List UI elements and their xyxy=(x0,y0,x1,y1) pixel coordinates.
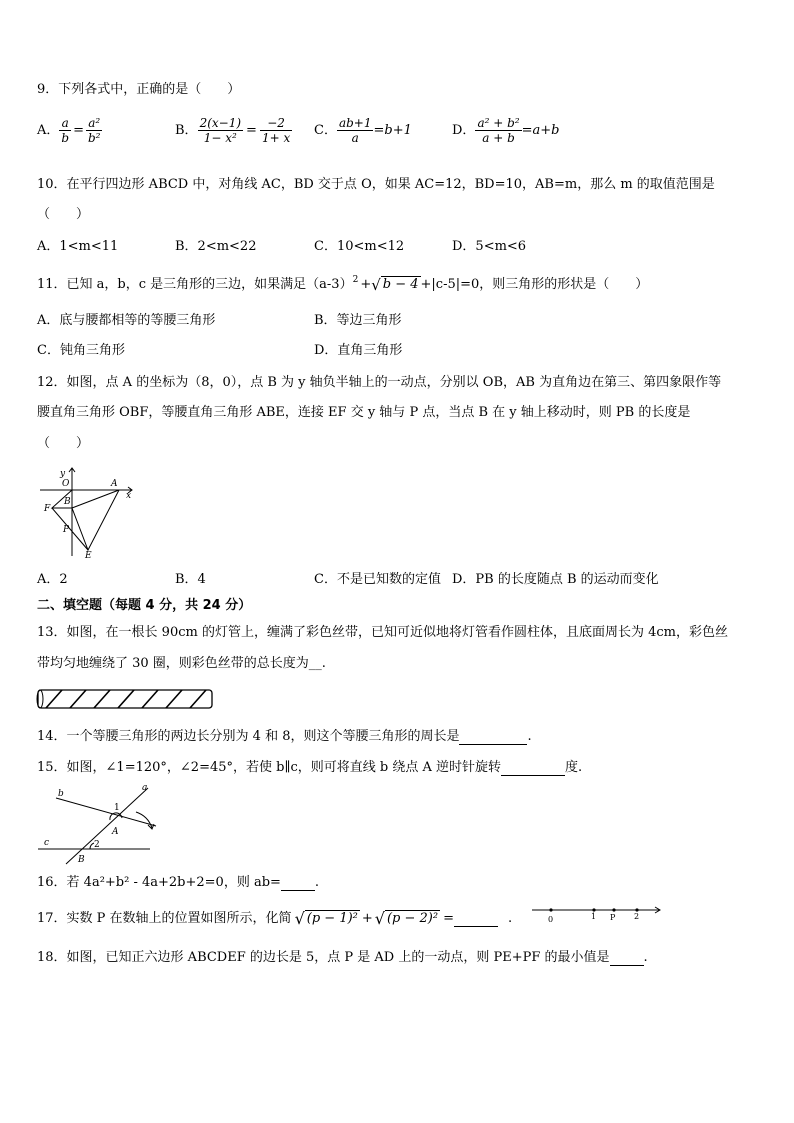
q14-line: 14．一个等腰三角形的两边长分别为 4 和 8，则这个等腰三角形的周长是 . xyxy=(37,729,532,744)
q12-line1: 12．如图，点 A 的坐标为（8，0），点 B 为 y 轴负半轴上的一动点，分别以 OB，AB 为直角边在第三、第四象限作等 xyxy=(37,375,722,390)
q16-line: 16．若 4a²+b² - 4a+2b+2=0，则 ab= . xyxy=(37,875,320,890)
q17-number-line xyxy=(530,900,666,926)
q12-option-c[interactable]: C．不是已知数的定值 xyxy=(314,572,441,587)
q11-stem: 11．已知 a，b，c 是三角形的三边，如果满足（a-3） 2 + √ b − 4 +|c-5|=0，则三角形的形状是（ ） xyxy=(37,274,649,294)
label-point-b: B xyxy=(78,855,85,865)
q12-figure xyxy=(36,464,146,560)
ribbon-stroke xyxy=(94,690,110,708)
ribbon-stroke xyxy=(142,690,158,708)
fraction: $\frac{\text{a² + b²}}{a + b}$ xyxy=(477,116,520,145)
ribbon-stroke xyxy=(46,690,62,708)
answer-blank[interactable] xyxy=(501,762,565,776)
label-a: A xyxy=(111,479,118,489)
q9-stem: 9．下列各式中，正确的是（ ） xyxy=(37,82,241,97)
label-point-a: A xyxy=(112,827,119,837)
label-b: B xyxy=(64,497,71,507)
q10-option-d[interactable]: D．5<m<6 xyxy=(452,239,527,254)
label-1: 1 xyxy=(591,912,597,921)
label-c: c xyxy=(44,838,50,848)
ribbon-stroke xyxy=(118,690,134,708)
q9-option-a[interactable]: A． $\frac{a}{b}$ = $\frac{\text{a²}}{\text{b²}}$ xyxy=(37,116,101,145)
q13-line2: 带均匀地缠绕了 30 圈，则彩色丝带的总长度为__. xyxy=(37,656,326,671)
line-a xyxy=(66,788,148,864)
label-b: b xyxy=(58,789,64,799)
label-o: O xyxy=(62,479,70,489)
ribbon-stroke xyxy=(70,690,86,708)
answer-blank[interactable] xyxy=(610,952,644,966)
q18-line: 18．如图，已知正六边形 ABCDEF 的边长是 5，点 P 是 AD 上的一动点，则 PE+PF 的最小值是 . xyxy=(37,950,648,965)
fraction: $\frac{2(x-1)}{\text{1− x²}}$ xyxy=(199,116,242,145)
fraction: $\frac{\text{a²}}{\text{b²}}$ xyxy=(87,116,101,145)
label-y: y xyxy=(60,469,66,479)
ribbon-stroke xyxy=(190,690,206,708)
label-e: E xyxy=(85,551,92,560)
label-p: P xyxy=(63,525,70,535)
answer-blank[interactable] xyxy=(281,877,315,891)
rotation-arc xyxy=(136,812,152,828)
q12-line2: 腰直角三角形 OBF，等腰直角三角形 ABE，连接 EF 交 y 轴与 P 点，当点 B 在 y 轴上移动时，则 PB 的长度是 xyxy=(37,405,691,420)
fraction: $\frac{a}{b}$ xyxy=(61,116,70,145)
q11-option-a[interactable]: A．底与腰都相等的等腰三角形 xyxy=(37,313,216,328)
q12-option-d[interactable]: D．PB 的长度随点 B 的运动而变化 xyxy=(452,572,659,587)
point-p xyxy=(612,908,615,911)
label-1: 1 xyxy=(114,803,120,813)
answer-blank[interactable] xyxy=(454,913,498,927)
label-2: 2 xyxy=(94,840,100,850)
label-0: 0 xyxy=(548,915,554,924)
q10-answer-paren: （ ） xyxy=(37,207,90,222)
q17-line: 17．实数 P 在数轴上的位置如图所示，化简 √ (p − 1)² + √ (p − 2)² = . xyxy=(37,909,513,928)
q10-option-b[interactable]: B．2<m<22 xyxy=(175,239,257,254)
q11-option-c[interactable]: C．钝角三角形 xyxy=(37,343,125,358)
q10-option-a[interactable]: A．1<m<11 xyxy=(37,239,119,254)
q12-option-a[interactable]: A．2 xyxy=(37,572,68,587)
q15-line: 15．如图，∠1=120°，∠2=45°，若使 b∥c，则可将直线 b 绕点 A 逆时针旋转 度. xyxy=(37,760,583,775)
answer-blank[interactable] xyxy=(459,731,527,745)
q12-option-b[interactable]: B．4 xyxy=(175,572,206,587)
sqrt-symbol: √ xyxy=(294,909,305,928)
q9-option-d[interactable]: D． $\frac{\text{a² + b²}}{a + b}$ =a+b xyxy=(452,116,560,145)
q10-option-c[interactable]: C．10<m<12 xyxy=(314,239,405,254)
q11-option-d[interactable]: D．直角三角形 xyxy=(314,343,403,358)
q15-figure xyxy=(38,782,168,866)
q12-answer-paren: （ ） xyxy=(37,436,90,451)
q13-line1: 13．如图，在一根长 90cm 的灯管上，缠满了彩色丝带，已知可近似地将灯管看作圆柱体，且底面周长为 4cm，彩色丝 xyxy=(37,625,728,640)
fraction: $\frac{-2}{1+ x}$ xyxy=(261,116,291,145)
q13-tube-figure xyxy=(34,686,218,714)
q9-option-c[interactable]: C． $\frac{ab+1}{a}$ =b+1 xyxy=(314,116,412,145)
fraction: $\frac{ab+1}{a}$ xyxy=(338,116,372,145)
tick-0 xyxy=(549,908,552,911)
label-p: P xyxy=(610,913,616,922)
label-f: F xyxy=(44,504,51,514)
q9-option-b[interactable]: B． $\frac{2(x-1)}{\text{1− x²}}$ = $\frac{-2}{1+ x}$ xyxy=(175,116,291,145)
label-a: a xyxy=(142,783,148,793)
segment-ab xyxy=(72,490,119,508)
label-2: 2 xyxy=(634,912,640,921)
q10-stem: 10．在平行四边形 ABCD 中，对角线 AC，BD 交于点 O，如果 AC=12，BD=10，AB=m，那么 m 的取值范围是 xyxy=(37,177,715,192)
label-x: x xyxy=(126,491,132,501)
q11-option-b[interactable]: B．等边三角形 xyxy=(314,313,402,328)
section-title: 二、填空题（每题 4 分，共 24 分） xyxy=(37,598,252,613)
sqrt-symbol: √ xyxy=(374,909,385,928)
ribbon-stroke xyxy=(166,690,182,708)
segment-fe xyxy=(52,508,88,550)
sqrt-symbol: √ xyxy=(371,275,381,294)
line-b xyxy=(56,798,156,826)
